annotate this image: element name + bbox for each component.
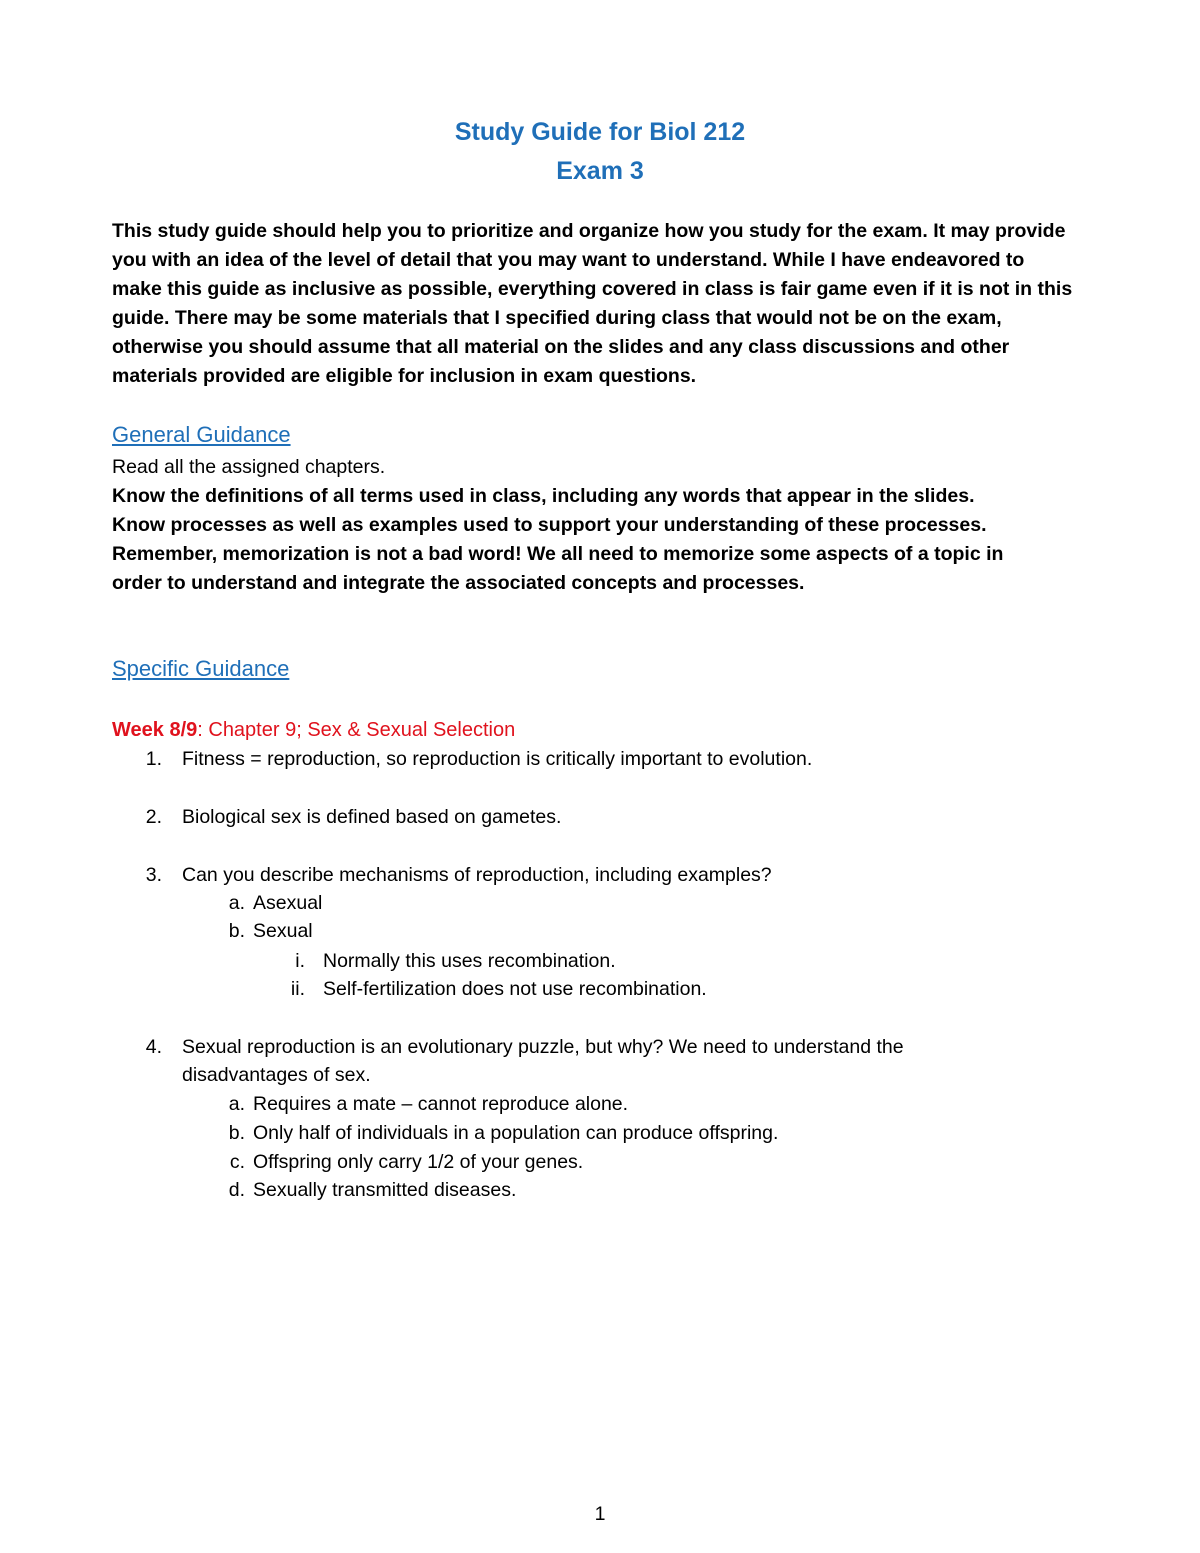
general-line: Remember, memorization is not a bad word! We all need to memorize some aspects of a topic in	[112, 543, 1004, 565]
document-title: Study Guide for Biol 212	[454, 118, 746, 146]
sub-list-letter: a.	[228, 1093, 245, 1115]
intro-line: you with an idea of the level of detail that you may want to understand. While I have endeavored to	[112, 249, 1025, 271]
week-label: Week 8/9	[112, 719, 198, 741]
week-heading	[112, 716, 515, 744]
intro-line: This study guide should help you to prioritize and organize how you study for the exam. It may provide	[112, 220, 1066, 242]
week-topic: Chapter 9; Sex & Sexual Selection	[202, 719, 516, 741]
intro-line: make this guide as inclusive as possible, everything covered in class is fair game even if it is not in this	[112, 278, 1073, 300]
sub-sub-list-item: Normally this uses recombination.	[323, 950, 616, 972]
list-item: Can you describe mechanisms of reproduction, including examples?	[182, 864, 772, 886]
general-guidance-heading: General Guidance	[112, 422, 291, 447]
list-item: Sexual reproduction is an evolutionary puzzle, but why? We need to understand the	[182, 1036, 904, 1058]
sub-list-item: Requires a mate – cannot reproduce alone.	[253, 1093, 629, 1115]
sub-list-item: Asexual	[253, 892, 323, 914]
sub-list-item: Offspring only carry 1/2 of your genes.	[253, 1151, 584, 1173]
intro-line: materials provided are eligible for inclusion in exam questions.	[112, 365, 697, 387]
sub-list-letter: c.	[229, 1151, 245, 1173]
sub-sub-list-numeral: ii.	[290, 978, 305, 1000]
sub-list-letter: b.	[228, 1122, 245, 1144]
sub-list-letter: b.	[228, 920, 245, 942]
sub-list-letter: d.	[228, 1179, 245, 1201]
general-line: order to understand and integrate the associated concepts and processes.	[112, 572, 805, 594]
general-line: Read all the assigned chapters.	[112, 456, 386, 478]
intro-paragraph	[112, 217, 1102, 391]
list-number: 2.	[145, 806, 162, 828]
intro-line: guide. There may be some materials that I specified during class that would not be on the exam,	[112, 307, 1002, 329]
general-line: Know processes as well as examples used to support your understanding of these processes.	[112, 514, 987, 536]
list-item: Fitness = reproduction, so reproduction is critically important to evolution.	[182, 748, 813, 770]
week-colon: :	[197, 719, 203, 741]
intro-line: otherwise you should assume that all material on the slides and any class discussions and other	[112, 336, 1010, 358]
general-line: Know the definitions of all terms used in class, including any words that appear in the slides.	[112, 485, 975, 507]
list-number: 3.	[145, 864, 162, 886]
page-number: 1	[594, 1503, 606, 1525]
list-item-continuation: disadvantages of sex.	[182, 1064, 371, 1086]
sub-list-item: Sexually transmitted diseases.	[253, 1179, 517, 1201]
sub-sub-list-numeral: i.	[295, 950, 305, 972]
list-number: 1.	[145, 748, 162, 770]
list-item: Biological sex is defined based on gametes.	[182, 806, 562, 828]
specific-guidance-heading: Specific Guidance	[112, 656, 290, 681]
document-subtitle: Exam 3	[556, 157, 644, 185]
general-guidance-list	[112, 453, 1102, 598]
sub-list-letter: a.	[228, 892, 245, 914]
list-number: 4.	[145, 1036, 162, 1058]
sub-list-item: Only half of individuals in a population can produce offspring.	[253, 1122, 779, 1144]
sub-list-item: Sexual	[253, 920, 313, 942]
sub-sub-list-item: Self-fertilization does not use recombination.	[323, 978, 707, 1000]
